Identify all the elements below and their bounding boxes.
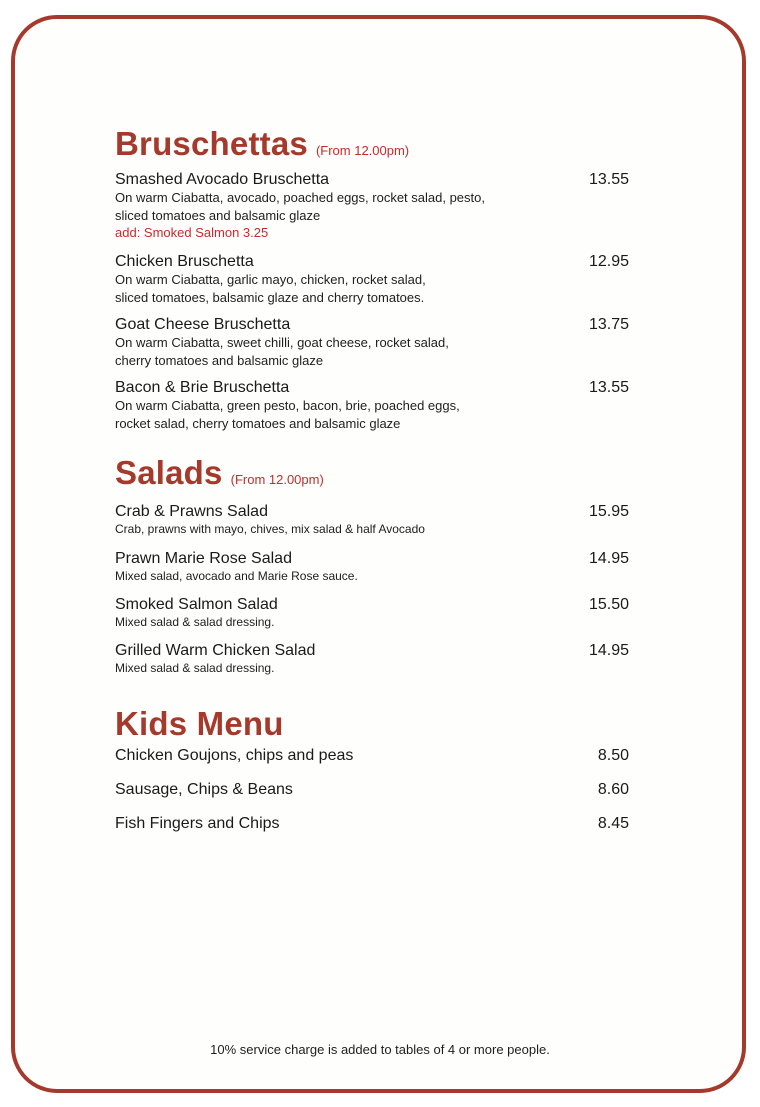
section-heading [115, 127, 629, 160]
item-price: 13.55 [588, 379, 629, 396]
section-subtitle: (From 12.00pm) [315, 143, 410, 158]
item-description [115, 568, 535, 586]
item-description [115, 521, 535, 539]
item-description-line: Mixed salad, avocado and Marie Rose sauce. [115, 569, 358, 583]
item-name: Prawn Marie Rose Salad [115, 550, 292, 567]
section-title: Bruschettas [115, 125, 308, 162]
section-subtitle: (From 12.00pm) [230, 472, 324, 487]
menu-item [115, 315, 629, 369]
item-description-line: cherry tomatoes and balsamic glaze [115, 352, 324, 368]
item-description-line: Mixed salad & salad dressing. [115, 615, 275, 629]
item-price: 8.45 [597, 815, 629, 832]
item-description [115, 334, 545, 369]
item-name: Smashed Avocado Bruschetta [115, 171, 330, 188]
item-description [115, 660, 535, 678]
item-description [115, 614, 535, 632]
menu-item [115, 378, 629, 432]
item-price: 13.75 [588, 316, 629, 333]
item-name: Crab & Prawns Salad [115, 503, 268, 520]
item-name: Chicken Goujons, chips and peas [115, 747, 354, 764]
menu-item [115, 549, 629, 586]
item-description-line: sliced tomatoes, balsamic glaze and cherry tomatoes. [115, 289, 425, 305]
item-name: Grilled Warm Chicken Salad [115, 642, 316, 659]
section-title: Salads [115, 454, 223, 491]
item-description [115, 397, 545, 432]
item-description-line: On warm Ciabatta, sweet chilli, goat cheese, rocket salad, [115, 335, 449, 350]
menu-item [115, 502, 629, 539]
section-title: Kids Menu [115, 705, 284, 742]
item-price: 14.95 [588, 550, 629, 567]
item-description [115, 271, 545, 306]
item-name: Sausage, Chips & Beans [115, 781, 293, 798]
item-description-line: On warm Ciabatta, avocado, poached eggs, rocket salad, pesto, [115, 190, 485, 205]
item-addon: add: Smoked Salmon 3.25 [115, 225, 269, 240]
section-heading [115, 456, 629, 489]
item-description-line: Mixed salad & salad dressing. [115, 661, 275, 675]
menu-item [115, 641, 629, 678]
menu-item [115, 814, 629, 833]
menu-item [115, 746, 629, 765]
item-name: Chicken Bruschetta [115, 253, 254, 270]
item-price: 8.50 [597, 747, 629, 764]
item-price: 8.60 [597, 781, 629, 798]
menu-item [115, 170, 629, 242]
section-bruschettas [115, 127, 629, 160]
item-description [115, 189, 545, 224]
item-description-line: On warm Ciabatta, green pesto, bacon, brie, poached eggs, [115, 398, 460, 413]
service-charge-note: 10% service charge is added to tables of 4 or more people. [210, 1042, 550, 1057]
section-salads [115, 456, 629, 489]
item-price: 15.95 [588, 503, 629, 520]
item-name: Fish Fingers and Chips [115, 815, 280, 832]
item-price: 15.50 [588, 596, 629, 613]
menu-item [115, 595, 629, 632]
item-description-line: On warm Ciabatta, garlic mayo, chicken, rocket salad, [115, 272, 426, 287]
menu-item [115, 252, 629, 306]
item-price: 12.95 [588, 253, 629, 270]
section-kids-menu [115, 707, 629, 740]
menu-item [115, 780, 629, 799]
item-description-line: rocket salad, cherry tomatoes and balsamic glaze [115, 415, 401, 431]
item-name: Goat Cheese Bruschetta [115, 316, 291, 333]
item-description-line: Crab, prawns with mayo, chives, mix salad & half Avocado [115, 522, 425, 536]
section-heading [115, 707, 629, 740]
item-description-line: sliced tomatoes and balsamic glaze [115, 207, 321, 223]
item-name: Bacon & Brie Bruschetta [115, 379, 290, 396]
item-price: 14.95 [588, 642, 629, 659]
item-price: 13.55 [588, 171, 629, 188]
item-name: Smoked Salmon Salad [115, 596, 278, 613]
